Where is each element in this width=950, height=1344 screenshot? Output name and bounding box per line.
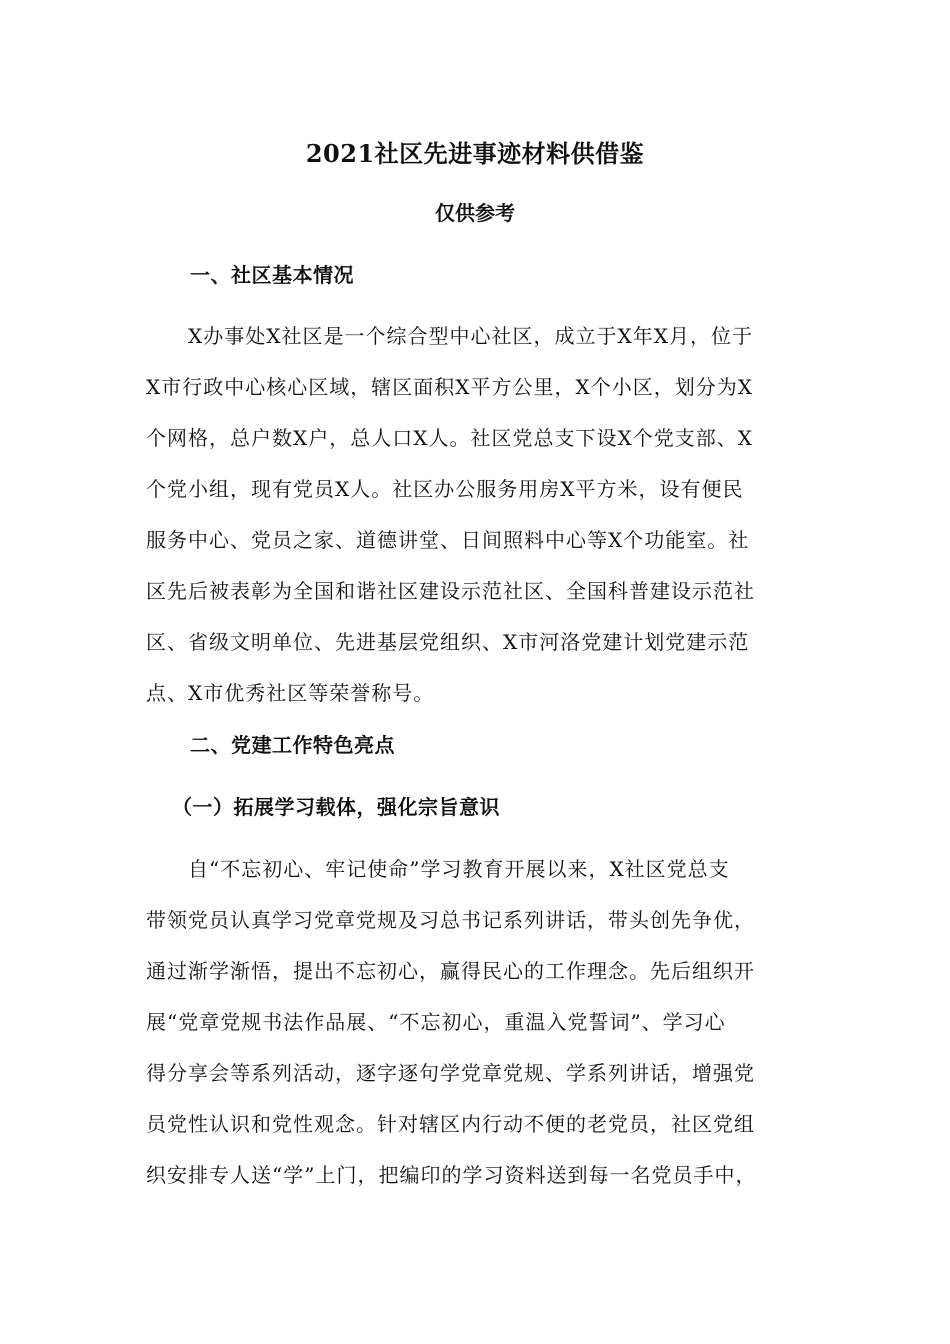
section-heading-basic-info: 一、社区基本情况 <box>190 263 354 287</box>
paragraph-line: 员党性认识和党性观念。针对辖区内行动不便的老党员，社区党组 <box>146 1112 755 1136</box>
paragraph-line: 织安排专人送“学”上门，把编印的学习资料送到每一名党员手中， <box>146 1163 757 1187</box>
paragraph-line: X办事处X社区是一个综合型中心社区，成立于X年X月，位于 <box>188 324 753 348</box>
document-title: 2021社区先进事迹材料供借鉴 <box>305 139 645 168</box>
paragraph-line: 区先后被表彰为全国和谐社区建设示范社区、全国科普建设示范社 <box>146 579 755 603</box>
paragraph-line: 区、省级文明单位、先进基层党组织、X市河洛党建计划党建示范 <box>146 630 750 654</box>
paragraph-line: 点、X市优秀社区等荣誉称号。 <box>146 681 435 705</box>
paragraph-line: X市行政中心核心区域，辖区面积X平方公里，X个小区，划分为X <box>146 375 753 399</box>
section-heading-party-building: 二、党建工作特色亮点 <box>190 733 395 757</box>
section-paragraph-study <box>146 844 806 1201</box>
section-paragraph-basic-info <box>146 311 806 719</box>
paragraph-line: 通过渐学渐悟，提出不忘初心，赢得民心的工作理念。先后组织开 <box>146 959 755 983</box>
paragraph-line: 带领党员认真学习党章党规及习总书记系列讲话，带头创先争优， <box>146 908 755 932</box>
subsection-heading-study: （一）拓展学习载体，强化宗旨意识 <box>172 795 500 819</box>
paragraph-line: 服务中心、党员之家、道德讲堂、日间照料中心等X个功能室。社 <box>146 528 750 552</box>
paragraph-line: 个网格，总户数X户，总人口X人。社区党总支下设X个党支部、X <box>146 426 753 450</box>
paragraph-line: 个党小组，现有党员X人。社区办公服务用房X平方米，设有便民 <box>146 477 744 501</box>
paragraph-line: 自“不忘初心、牢记使命”学习教育开展以来，X社区党总支 <box>188 857 730 881</box>
paragraph-line: 展“党章党规书法作品展、“不忘初心，重温入党誓词”、学习心 <box>146 1010 726 1034</box>
paragraph-line: 得分享会等系列活动，逐字逐句学党章党规、学系列讲话，增强党 <box>146 1061 755 1085</box>
document-subtitle: 仅供参考 <box>435 201 515 225</box>
